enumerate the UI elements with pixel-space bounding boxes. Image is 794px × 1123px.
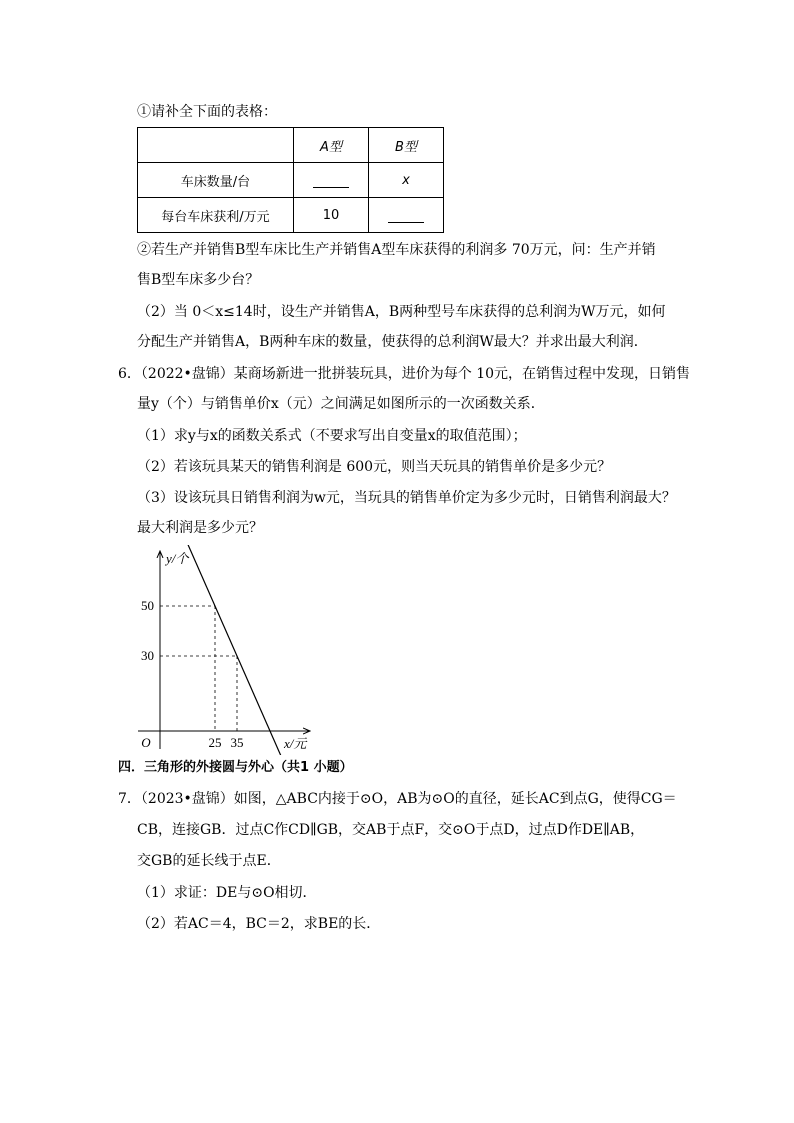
q6-line2: 量y（个）与销售单价x（元）之间满足如图所示的一次函数关系．: [137, 396, 545, 412]
x-tick-label: 25: [208, 735, 222, 750]
y-tick-label: 50: [141, 598, 154, 613]
q5-sub2-line2: 售B型车床多少台？: [137, 272, 260, 288]
fill-in-table: [137, 127, 444, 233]
q6-line1: 6．（2022•盘锦）某商场新进一批拼装玩具，进价为每个 10元，在销售过程中发现，日销售: [118, 366, 691, 382]
y-axis-label: y/个: [166, 551, 189, 566]
q6-part2: （2）若该玩具某天的销售利润是 600元，则当天玩具的销售单价是多少元？: [137, 459, 612, 475]
q5-part2-line2: 分配生产并销售A，B两种车床的数量，使获得的总利润W最大？并求出最大利润．: [137, 334, 648, 350]
header-type-a: A型: [294, 128, 369, 163]
table-row: [138, 198, 444, 233]
row-label-profit: 每台车床获利/万元: [138, 198, 294, 233]
table-header-row: [138, 128, 444, 163]
cell-a-profit: 10: [294, 198, 369, 233]
linear-function-chart: [130, 545, 330, 755]
q7-line2: CB，连接GB．过点C作CD∥GB，交AB于点F，交⊙O于点D，过点D作DE∥AB，: [137, 822, 645, 838]
q7-part2: （2）若AC＝4，BC＝2，求BE的长．: [137, 916, 381, 932]
q7-line3: 交GB的延长线于点E．: [137, 853, 281, 869]
blank-b-profit[interactable]: [369, 198, 444, 233]
q7-part1: （1）求证：DE与⊙O相切．: [137, 885, 317, 901]
q5-part2-line1: （2）当 0＜x≤14时，设生产并销售A，B两种型号车床获得的总利润为W万元，如何: [137, 304, 666, 320]
header-empty: [138, 128, 294, 163]
header-type-b: B型: [369, 128, 444, 163]
table-intro: ①请补全下面的表格：: [137, 104, 277, 120]
blank-a-quantity[interactable]: [294, 163, 369, 198]
q5-sub2-line1: ②若生产并销售B型车床比生产并销售A型车床获得的利润多 70万元，问：生产并销: [137, 242, 656, 258]
cell-b-quantity: x: [369, 163, 444, 198]
origin-label: O: [141, 735, 151, 750]
x-axis-label: x/元: [284, 736, 307, 751]
row-label-quantity: 车床数量/台: [138, 163, 294, 198]
q7-line1: 7．（2023•盘锦）如图，△ABC内接于⊙O，AB为⊙O的直径，延长AC到点G，使得CG＝: [118, 791, 677, 807]
q6-part3-line2: 最大利润是多少元？: [137, 520, 263, 536]
section-4-heading: 四．三角形的外接圆与外心（共1 小题）: [118, 760, 353, 775]
q6-part1: （1）求y与x的函数关系式（不要求写出自变量x的取值范围）；: [137, 428, 527, 444]
function-line: [166, 545, 282, 755]
table-row: [138, 163, 444, 198]
x-tick-label: 35: [230, 735, 244, 750]
y-tick-label: 30: [141, 648, 154, 663]
q6-part3-line1: （3）设该玩具日销售利润为w元，当玩具的销售单价定为多少元时，日销售利润最大？: [137, 490, 676, 506]
